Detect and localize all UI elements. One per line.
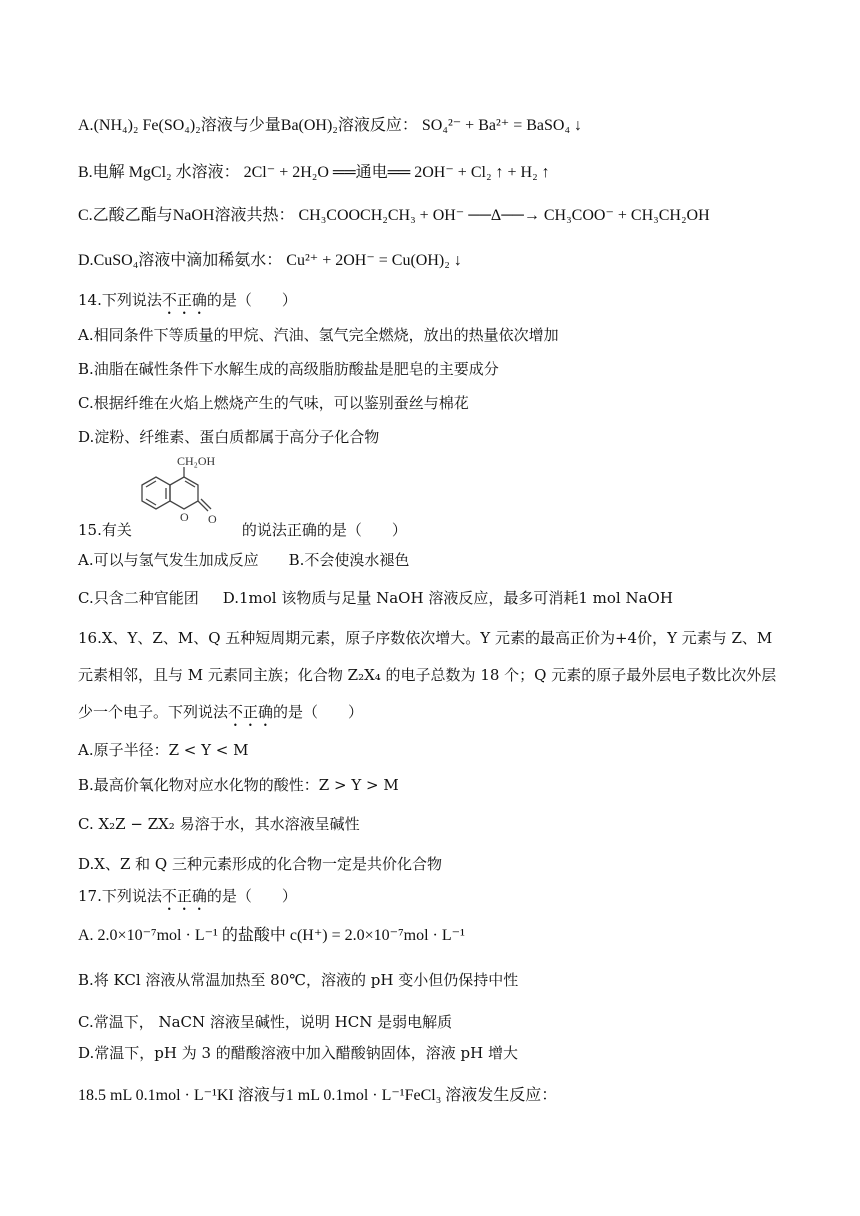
q13-option-a: A.(NH₄)₂ Fe(SO₄)₂溶液与少量Ba(OH)₂溶液反应： SO₄²⁻ + Ba²⁺ = BaSO₄ ↓ [78, 117, 583, 134]
q14-stem: 14.下列说法不正确的是（ ） [78, 291, 297, 309]
q13-option-b: B.电解 MgCl₂ 水溶液： 2Cl⁻ + 2H₂O ══通电══ 2OH⁻ + Cl₂ ↑ + H₂ ↑ [78, 164, 550, 181]
q16-stem: 16.X、Y、Z、M、Q 五种短周期元素，原子序数依次增大。Y 元素的最高正价为+4价，Y 元素与 Z、M 元素相邻，且与 M 元素同主族；化合物 Z₂X₄ 的电子总数为 18 个；Q 元素的原子最外层电子数比次外层少一个电子。下列说法不正确的是（ ） [78, 629, 777, 721]
q18-stem: 18.5 mL 0.1mol · L⁻¹KI 溶液与1 mL 0.1mol · L⁻¹FeCl₃ 溶液发生反应： [78, 1087, 558, 1104]
q15-options-ab: A.可以与氢气发生加成反应 B.不会使溴水褪色 [78, 551, 410, 569]
q17-stem: 17.下列说法不正确的是（ ） [78, 887, 297, 905]
coumarin-structure-image [128, 455, 232, 527]
q17-option-d: D.常温下，pH 为 3 的醋酸溶液中加入醋酸钠固体，溶液 pH 增大 [78, 1044, 519, 1062]
q16-option-d: D.X、Z 和 Q 三种元素形成的化合物一定是共价化合物 [78, 855, 442, 873]
chemical-structure-icon [128, 455, 232, 527]
q14-option-b: B.油脂在碱性条件下水解生成的高级脂肪酸盐是肥皂的主要成分 [78, 360, 499, 378]
q17-option-b: B.将 KCl 溶液从常温加热至 80℃，溶液的 pH 变小但仍保持中性 [78, 971, 519, 989]
svg-text:O: O [180, 510, 189, 524]
svg-text:CH₂OH: CH₂OH [177, 455, 216, 468]
q15-stem: 15.有关 的说法正确的是（ ） [78, 521, 407, 539]
q13-option-c: C.乙酸乙酯与NaOH溶液共热： CH₃COOCH₂CH₃ + OH⁻ ──Δ──→ CH₃COO⁻ + CH₃CH₂OH [78, 207, 710, 224]
q13-option-d: D.CuSO₄溶液中滴加稀氨水： Cu²⁺ + 2OH⁻ = Cu(OH)₂ ↓ [78, 252, 462, 269]
q14-option-c: C.根据纤维在火焰上燃烧产生的气味，可以鉴别蚕丝与棉花 [78, 394, 469, 412]
q16-option-b: B.最高价氧化物对应水化物的酸性：Z > Y > M [78, 776, 399, 794]
q17-option-a: A. 2.0×10⁻⁷mol · L⁻¹ 的盐酸中 c(H⁺) = 2.0×10⁻⁷mol · L⁻¹ [78, 927, 465, 944]
q15-options-cd: C.只含二种官能团 D.1mol 该物质与足量 NaOH 溶液反应，最多可消耗1 mol NaOH [78, 589, 673, 607]
q14-option-a: A.相同条件下等质量的甲烷、汽油、氢气完全燃烧，放出的热量依次增加 [78, 326, 559, 344]
svg-text:O: O [208, 512, 217, 526]
q16-option-c: C. X₂Z − ZX₂ 易溶于水，其水溶液呈碱性 [78, 815, 360, 833]
q16-option-a: A.原子半径：Z < Y < M [78, 741, 249, 759]
q14-option-d: D.淀粉、纤维素、蛋白质都属于高分子化合物 [78, 428, 380, 446]
q17-option-c: C.常温下， NaCN 溶液呈碱性，说明 HCN 是弱电解质 [78, 1013, 453, 1031]
